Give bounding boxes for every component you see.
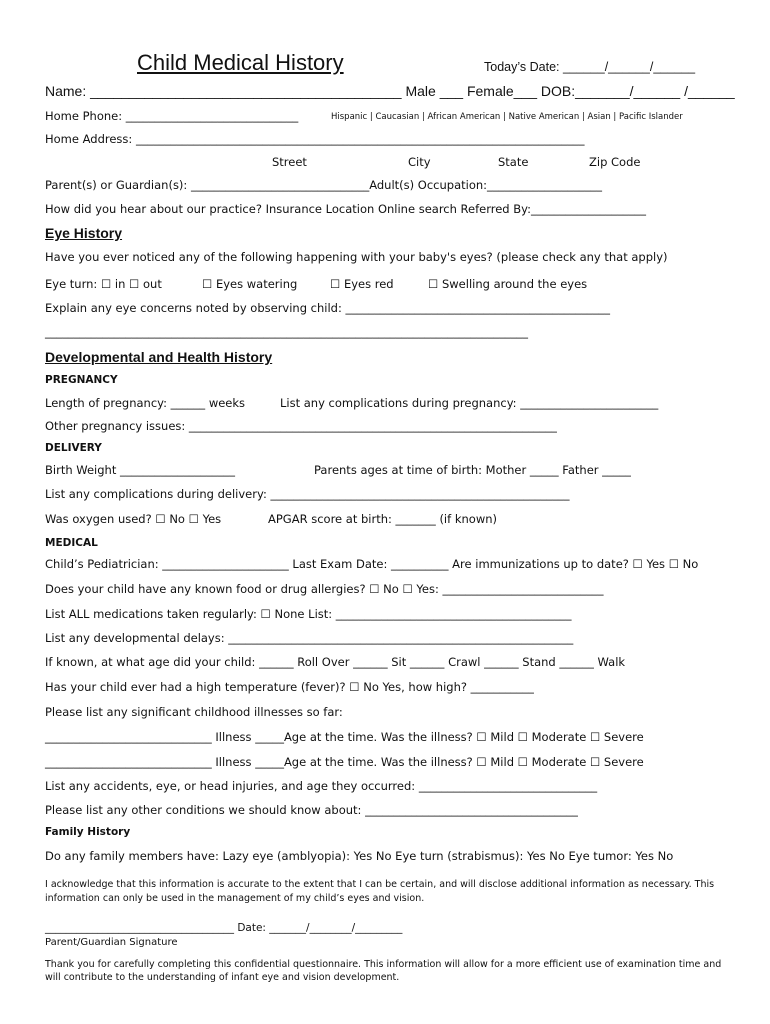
medications-row[interactable]: List ALL medications taken regularly: ☐ None List: _________________________________________ xyxy=(45,607,572,621)
birth-weight-field[interactable]: Birth Weight ____________________ xyxy=(45,463,235,477)
home-address-field[interactable]: Home Address: ______________________________________________________________________________ xyxy=(45,132,585,146)
delivery-complications-field[interactable]: List any complications during delivery: ____________________________________________________ xyxy=(45,487,570,501)
eye-history-heading: Eye History xyxy=(45,225,123,241)
injuries-field[interactable]: List any accidents, eye, or head injuries, and age they occurred: _______________________________ xyxy=(45,779,598,793)
referral-row[interactable]: How did you hear about our practice? Insurance Location Online search Referred By:____________________ xyxy=(45,202,646,216)
signature-label: Parent/Guardian Signature xyxy=(45,937,178,948)
pregnancy-complications-field[interactable]: List any complications during pregnancy: ________________________ xyxy=(280,396,659,410)
eyes-red-checkbox[interactable]: ☐ Eyes red xyxy=(330,277,394,291)
dev-delays-field[interactable]: List any developmental delays: ____________________________________________________________ xyxy=(45,631,574,645)
pregnancy-length-field[interactable]: Length of pregnancy: ______ weeks xyxy=(45,396,246,410)
eyes-watering-checkbox[interactable]: ☐ Eyes watering xyxy=(202,277,298,291)
todays-date-field[interactable]: Today’s Date: ______/______/______ xyxy=(484,60,696,74)
family-history-row[interactable]: Do any family members have: Lazy eye (amblyopia): Yes No Eye turn (strabismus): Yes No Eye tumor: Yes No xyxy=(45,849,674,863)
pediatrician-row[interactable]: Child’s Pediatrician: ______________________ Last Exam Date: __________ Are immunizations up to date? ☐ Yes ☐ No xyxy=(45,557,699,571)
ethnicity-options[interactable]: Hispanic | Caucasian | African American | Native American | Asian | Pacific Islander xyxy=(331,112,683,122)
delivery-label: DELIVERY xyxy=(45,442,102,454)
dev-history-heading: Developmental and Health History xyxy=(45,349,273,365)
oxygen-checkboxes[interactable]: Was oxygen used? ☐ No ☐ Yes xyxy=(45,512,222,526)
other-issues-field[interactable]: Other pregnancy issues: ________________________________________________________________ xyxy=(45,419,557,433)
thank-you-text: Thank you for carefully completing this confidential questionnaire. This information will allow for a more efficient use of examination time and will contribute to the understanding of infant eye and vision development. xyxy=(45,959,722,983)
zip-label: Zip Code xyxy=(589,155,641,169)
guardians-field[interactable]: Parent(s) or Guardian(s): _______________________________Adult(s) Occupation:____________________ xyxy=(45,178,603,192)
illness-row-2[interactable]: _____________________________ Illness _____Age at the time. Was the illness? ☐ Mild ☐ Moderate ☐ Severe xyxy=(45,755,644,769)
name-dob-row[interactable]: Name: ________________________________________ Male ___ Female___ DOB:_______/______ /______ xyxy=(45,83,735,99)
street-label: Street xyxy=(272,155,307,169)
home-phone-field[interactable]: Home Phone: ______________________________ xyxy=(45,109,299,123)
signature-line[interactable]: ____________________________________ Date: _______/________/_________ xyxy=(45,922,403,934)
illnesses-prompt: Please list any significant childhood illnesses so far: xyxy=(45,705,343,719)
other-conditions-field[interactable]: Please list any other conditions we should know about: _____________________________________ xyxy=(45,803,578,817)
state-label: State xyxy=(498,155,529,169)
illness-row-1[interactable]: _____________________________ Illness _____Age at the time. Was the illness? ☐ Mild ☐ Moderate ☐ Severe xyxy=(45,730,644,744)
page-title: Child Medical History xyxy=(137,50,344,75)
medical-label: MEDICAL xyxy=(45,537,98,549)
eye-concerns-field[interactable]: Explain any eye concerns noted by observing child: ______________________________________________ xyxy=(45,301,610,315)
family-history-label: Family History xyxy=(45,826,131,838)
city-label: City xyxy=(408,155,431,169)
parents-ages-field[interactable]: Parents ages at time of birth: Mother _____ Father _____ xyxy=(314,463,631,477)
eye-turn-checkboxes[interactable]: Eye turn: ☐ in ☐ out xyxy=(45,277,162,291)
milestones-row[interactable]: If known, at what age did your child: ______ Roll Over ______ Sit ______ Crawl ______ Stand ______ Walk xyxy=(45,655,626,669)
apgar-field[interactable]: APGAR score at birth: _______ (if known) xyxy=(268,512,498,526)
acknowledgement-text: I acknowledge that this information is accurate to the extent that I can be certain, and will disclose additional information as necessary. This information can only be used in the management of my child’s eyes and vision. xyxy=(45,879,715,904)
eye-concerns-line[interactable]: ____________________________________________________________________________________ xyxy=(45,325,528,339)
swelling-checkbox[interactable]: ☐ Swelling around the eyes xyxy=(428,277,588,291)
eye-question: Have you ever noticed any of the following happening with your baby's eyes? (please check any that apply) xyxy=(45,250,668,264)
pregnancy-label: PREGNANCY xyxy=(45,374,118,386)
fever-row[interactable]: Has your child ever had a high temperature (fever)? ☐ No Yes, how high? ___________ xyxy=(45,680,534,694)
allergies-row[interactable]: Does your child have any known food or drug allergies? ☐ No ☐ Yes: ____________________________ xyxy=(45,582,604,596)
